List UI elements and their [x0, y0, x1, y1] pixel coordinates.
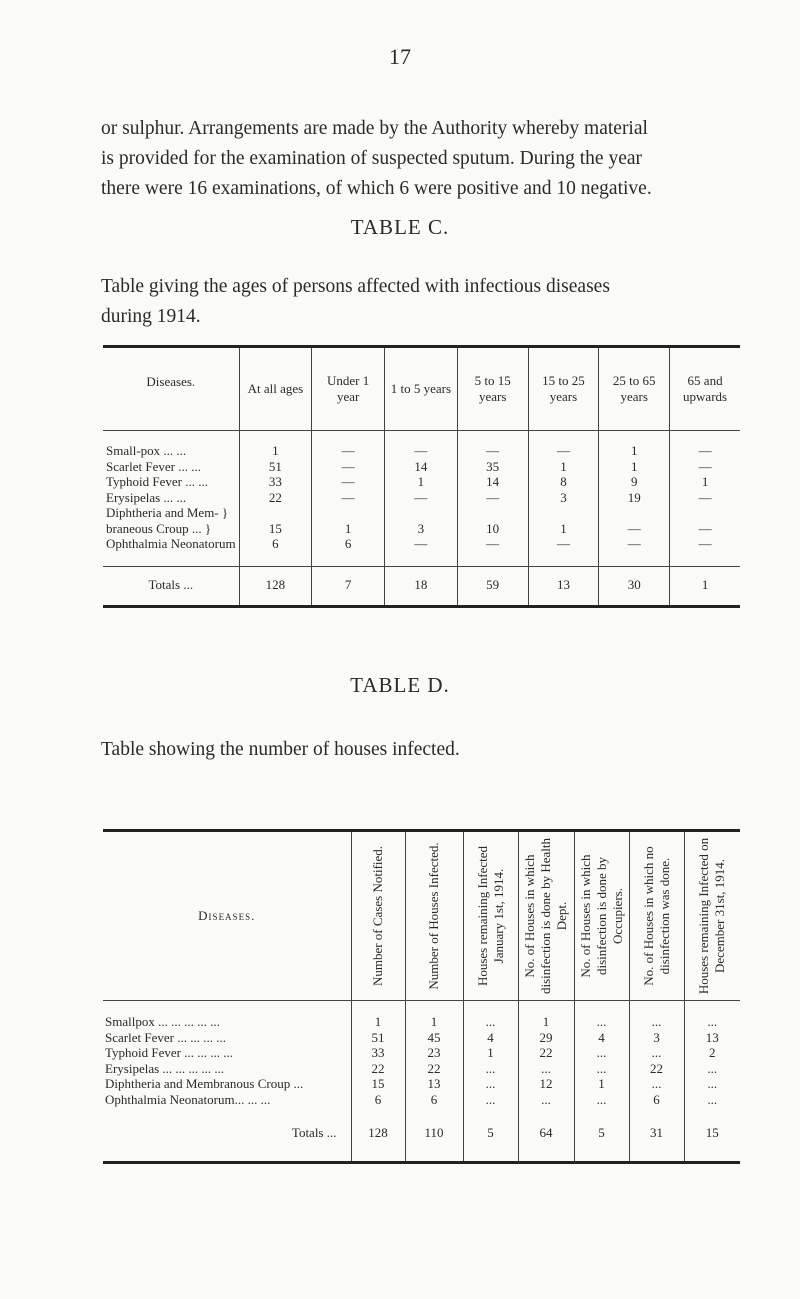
- total-cell: 30: [599, 566, 670, 606]
- table-cell: ...: [629, 1001, 684, 1030]
- total-cell: 31: [629, 1119, 684, 1163]
- table-row: [103, 1001, 740, 1030]
- table-cell: ...: [629, 1045, 684, 1061]
- table-d-title: TABLE D.: [350, 673, 450, 697]
- total-cell: 128: [239, 566, 312, 606]
- table-cell: —: [312, 490, 385, 506]
- table-cell: —: [670, 521, 740, 537]
- table-cell: —: [457, 536, 528, 566]
- table-cell: ...: [684, 1001, 740, 1030]
- table-c-caption: [101, 272, 721, 332]
- table-cell: ...: [463, 1001, 518, 1030]
- table-cell: 6: [405, 1092, 463, 1120]
- total-cell: 1: [670, 566, 740, 606]
- table-cell: 15: [351, 1076, 405, 1092]
- table-cell: [239, 505, 312, 521]
- table-row: [103, 1076, 740, 1092]
- disease-cell: Ophthalmia Neonatorum: [106, 536, 236, 551]
- table-cell: 2: [684, 1045, 740, 1061]
- table-cell: —: [599, 536, 670, 566]
- table-cell: 10: [457, 521, 528, 537]
- table-cell: 1: [385, 474, 458, 490]
- table-cell: [312, 505, 385, 521]
- table-cell: 1: [599, 431, 670, 459]
- table-cell: [599, 505, 670, 521]
- table-cell: 22: [405, 1061, 463, 1077]
- column-header: 65 and upwards: [670, 347, 740, 431]
- table-cell: ...: [463, 1076, 518, 1092]
- table-cell: ...: [684, 1092, 740, 1120]
- table-cell: 29: [518, 1030, 574, 1046]
- column-header: [405, 831, 463, 1001]
- table-d: [103, 829, 740, 1164]
- table-cell: —: [670, 459, 740, 475]
- rotated-header-text: Number of Cases Notified.: [370, 845, 385, 987]
- column-header: 15 to 25 years: [528, 347, 599, 431]
- table-cell: —: [457, 431, 528, 459]
- table-cell: 6: [629, 1092, 684, 1120]
- table-cell: —: [670, 536, 740, 566]
- table-row: [103, 536, 740, 566]
- table-cell: 1: [599, 459, 670, 475]
- table-cell: 1: [670, 474, 740, 490]
- rotated-header-text: No. of Houses in which disinfection is done by Occupiers.: [577, 854, 625, 978]
- table-cell: 1: [405, 1001, 463, 1030]
- totals-label: Totals ...: [291, 1125, 337, 1140]
- table-cell: ...: [574, 1061, 629, 1077]
- table-cell: —: [528, 536, 599, 566]
- table-cell: ...: [463, 1092, 518, 1120]
- rotated-header-text: No. of Houses in which no disinfection was done.: [640, 846, 672, 986]
- column-header: Under 1 year: [312, 347, 385, 431]
- total-cell: 59: [457, 566, 528, 606]
- table-cell: 33: [351, 1045, 405, 1061]
- totals-row: [103, 566, 740, 606]
- table-cell: 6: [239, 536, 312, 566]
- table-row: [103, 474, 740, 490]
- table-cell: 22: [351, 1061, 405, 1077]
- table-cell: 22: [239, 490, 312, 506]
- disease-cell: Scarlet Fever ... ... ... ...: [105, 1029, 226, 1045]
- table-cell: ...: [574, 1092, 629, 1120]
- table-cell: 8: [528, 474, 599, 490]
- rotated-header-text: Houses remaining Infected on December 31st, 1914.: [696, 837, 728, 995]
- table-row: [103, 505, 740, 521]
- disease-cell: Scarlet Fever ... ...: [106, 458, 201, 474]
- table-row: [103, 459, 740, 475]
- table-cell: 3: [385, 521, 458, 537]
- table-cell: ...: [684, 1076, 740, 1092]
- total-cell: 5: [574, 1119, 629, 1163]
- rotated-header-text: No. of Houses in which disinfection is done by Health Dept.: [522, 838, 569, 994]
- column-header: [518, 831, 574, 1001]
- table-row: [103, 1030, 740, 1046]
- table-cell: 23: [405, 1045, 463, 1061]
- table-cell: ...: [463, 1061, 518, 1077]
- totals-label: Totals ...: [103, 566, 239, 606]
- totals-row: [103, 1119, 740, 1163]
- table-cell: —: [528, 431, 599, 459]
- intro-paragraph: [101, 114, 721, 204]
- table-cell: 14: [385, 459, 458, 475]
- table-cell: 3: [528, 490, 599, 506]
- table-cell: —: [670, 431, 740, 459]
- column-header: At all ages: [239, 347, 312, 431]
- column-header: 25 to 65 years: [599, 347, 670, 431]
- table-cell: [457, 505, 528, 521]
- intro-line: there were 16 examinations, of which 6 were positive and 10 negative.: [101, 178, 652, 199]
- total-cell: 110: [405, 1119, 463, 1163]
- table-cell: ...: [574, 1001, 629, 1030]
- disease-cell: braneous Croup ... }: [106, 520, 212, 536]
- rotated-header-text: Houses remaining Infected January 1st, 1914.: [474, 845, 506, 987]
- table-cell: ...: [518, 1061, 574, 1077]
- disease-cell: Diphtheria and Membranous Croup ...: [105, 1076, 304, 1091]
- caption-line: during 1914.: [101, 306, 201, 327]
- table-header-row: [103, 347, 740, 431]
- table-cell: 6: [351, 1092, 405, 1120]
- table-cell: —: [312, 459, 385, 475]
- table-row: [103, 521, 740, 537]
- disease-cell: Typhoid Fever ... ...: [106, 474, 208, 489]
- table-cell: ...: [518, 1092, 574, 1120]
- total-cell: 5: [463, 1119, 518, 1163]
- caption-line: Table giving the ages of persons affected with infectious diseases: [101, 276, 610, 297]
- page-number: 17: [389, 44, 411, 69]
- column-header: [574, 831, 629, 1001]
- table-cell: 4: [463, 1030, 518, 1046]
- table-cell: 1: [574, 1076, 629, 1092]
- total-cell: 15: [684, 1119, 740, 1163]
- disease-cell: Small-pox ... ...: [106, 443, 187, 458]
- disease-cell: Smallpox ... ... ... ... ...: [105, 1014, 220, 1029]
- table-cell: 51: [351, 1030, 405, 1046]
- table-cell: 1: [463, 1045, 518, 1061]
- table-cell: —: [457, 490, 528, 506]
- column-header: 1 to 5 years: [385, 347, 458, 431]
- column-header: Diseases.: [103, 831, 351, 1001]
- intro-line: or sulphur. Arrangements are made by the Authority whereby material: [101, 118, 648, 139]
- table-cell: 1: [528, 521, 599, 537]
- table-c: [103, 345, 740, 608]
- disease-cell: Erysipelas ... ...: [106, 489, 187, 505]
- table-cell: 13: [405, 1076, 463, 1092]
- table-cell: [385, 505, 458, 521]
- table-cell: 45: [405, 1030, 463, 1046]
- table-cell: 51: [239, 459, 312, 475]
- disease-cell: Ophthalmia Neonatorum... ... ...: [105, 1091, 271, 1107]
- table-cell: —: [312, 431, 385, 459]
- table-cell: —: [312, 474, 385, 490]
- table-cell: [528, 505, 599, 521]
- table-cell: [670, 505, 740, 521]
- table-row: [103, 431, 740, 459]
- table-cell: 1: [239, 431, 312, 459]
- total-cell: 64: [518, 1119, 574, 1163]
- total-cell: 7: [312, 566, 385, 606]
- table-cell: 1: [528, 459, 599, 475]
- intro-line: is provided for the examination of suspected sputum. During the year: [101, 148, 642, 169]
- table-cell: 35: [457, 459, 528, 475]
- column-header: [684, 831, 740, 1001]
- table-cell: 33: [239, 474, 312, 490]
- table-cell: —: [670, 490, 740, 506]
- table-cell: 3: [629, 1030, 684, 1046]
- table-cell: 22: [518, 1045, 574, 1061]
- total-cell: 13: [528, 566, 599, 606]
- table-cell: —: [599, 521, 670, 537]
- table-cell: —: [385, 490, 458, 506]
- table-cell: 9: [599, 474, 670, 490]
- disease-cell: Typhoid Fever ... ... ... ...: [105, 1045, 233, 1060]
- table-row: [103, 490, 740, 506]
- table-cell: ...: [574, 1045, 629, 1061]
- table-row: [103, 1061, 740, 1077]
- table-c-title: TABLE C.: [350, 215, 450, 239]
- table-cell: 15: [239, 521, 312, 537]
- column-header: [629, 831, 684, 1001]
- table-cell: 14: [457, 474, 528, 490]
- table-header-row: [103, 831, 740, 1001]
- rotated-header-text: Number of Houses Infected.: [426, 842, 441, 990]
- table-cell: 4: [574, 1030, 629, 1046]
- table-cell: ...: [684, 1061, 740, 1077]
- disease-cell: Erysipelas ... ... ... ... ...: [105, 1060, 225, 1076]
- column-header: [463, 831, 518, 1001]
- table-cell: —: [385, 431, 458, 459]
- table-cell: 1: [518, 1001, 574, 1030]
- disease-cell: Diphtheria and Mem- }: [106, 505, 229, 520]
- table-cell: 19: [599, 490, 670, 506]
- column-header: 5 to 15 years: [457, 347, 528, 431]
- table-cell: —: [385, 536, 458, 566]
- table-cell: 22: [629, 1061, 684, 1077]
- caption-line: Table showing the number of houses infected.: [101, 739, 460, 760]
- table-cell: 1: [351, 1001, 405, 1030]
- column-header: [351, 831, 405, 1001]
- table-cell: 6: [312, 536, 385, 566]
- table-cell: 13: [684, 1030, 740, 1046]
- table-cell: 1: [312, 521, 385, 537]
- table-cell: ...: [629, 1076, 684, 1092]
- table-d-caption: [101, 735, 721, 765]
- table-row: [103, 1045, 740, 1061]
- total-cell: 18: [385, 566, 458, 606]
- total-cell: 128: [351, 1119, 405, 1163]
- table-cell: 12: [518, 1076, 574, 1092]
- table-row: [103, 1092, 740, 1120]
- column-header: Diseases.: [103, 347, 239, 431]
